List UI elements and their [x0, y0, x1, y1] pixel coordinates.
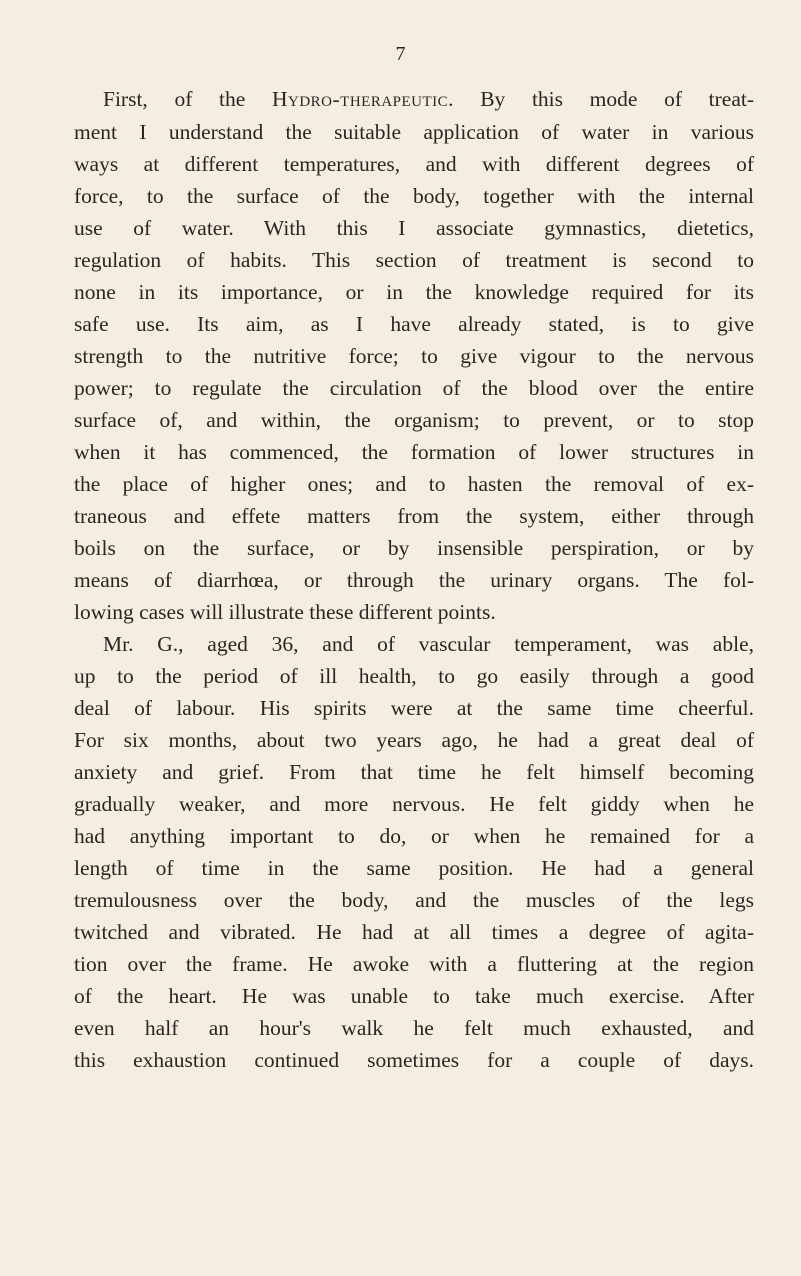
text-line-22: anxiety and grief. From that time he felt himself becoming: [74, 760, 754, 784]
text-line-20: deal of labour. His spirits were at the same time cheerful.: [74, 696, 754, 720]
text-line-5: use of water. With this I associate gymnastics, dietetics,: [74, 216, 754, 240]
text-line-7: none in its importance, or in the knowledge required for its: [74, 280, 754, 304]
text-line-26: tremulousness over the body, and the muscles of the legs: [74, 888, 754, 912]
text-line-13: the place of higher ones; and to hasten the removal of ex-: [74, 472, 754, 496]
text-line-30: even half an hour's walk he felt much exhausted, and: [74, 1016, 754, 1040]
text-line-8: safe use. Its aim, as I have already stated, is to give: [74, 312, 754, 336]
text-line-14: traneous and effete matters from the system, either through: [74, 504, 754, 528]
text-line-31: this exhaustion continued sometimes for a couple of days.: [74, 1048, 754, 1072]
text-line-6: regulation of habits. This section of treatment is second to: [74, 248, 754, 272]
page-number: 7: [395, 43, 406, 65]
line-1-post: . By this mode of treat-: [448, 87, 755, 111]
text-line-17: lowing cases will illustrate these different points.: [74, 600, 496, 624]
text-line-9: strength to the nutritive force; to give vigour to the nervous: [74, 344, 754, 368]
text-line-4: force, to the surface of the body, together with the internal: [74, 184, 754, 208]
text-line-19: up to the period of ill health, to go easily through a good: [74, 664, 754, 688]
text-line-3: ways at different temperatures, and with different degrees of: [74, 152, 754, 176]
text-line-1: [103, 84, 754, 115]
text-line-15: boils on the surface, or by insensible perspiration, or by: [74, 536, 754, 560]
text-line-2: ment I understand the suitable application of water in various: [74, 120, 754, 144]
text-line-29: of the heart. He was unable to take much exercise. After: [74, 984, 754, 1008]
text-line-28: tion over the frame. He awoke with a fluttering at the region: [74, 952, 754, 976]
text-line-21: For six months, about two years ago, he had a great deal of: [74, 728, 754, 752]
text-line-10: power; to regulate the circulation of the blood over the entire: [74, 376, 754, 400]
text-line-24: had anything important to do, or when he remained for a: [74, 824, 754, 848]
line-1-small-caps-term: Hydro-therapeutic: [271, 87, 449, 111]
text-line-27: twitched and vibrated. He had at all times a degree of agita-: [74, 920, 754, 944]
text-line-16: means of diarrhœa, or through the urinary organs. The fol-: [74, 568, 754, 592]
text-line-12: when it has commenced, the formation of lower structures in: [74, 440, 754, 464]
text-line-25: length of time in the same position. He had a general: [74, 856, 754, 880]
line-1-pre: First, of the: [103, 87, 272, 111]
text-line-11: surface of, and within, the organism; to prevent, or to stop: [74, 408, 754, 432]
text-line-18: Mr. G., aged 36, and of vascular temperament, was able,: [103, 632, 754, 656]
text-line-23: gradually weaker, and more nervous. He felt giddy when he: [74, 792, 754, 816]
